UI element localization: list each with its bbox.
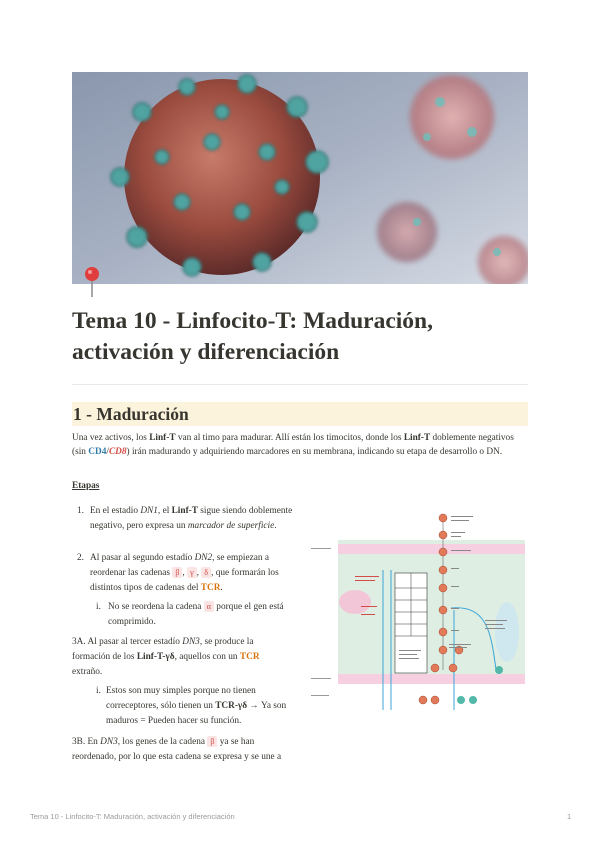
t-cell-maturation-diagram — [311, 510, 525, 710]
cd8-marker: CD8 — [108, 447, 127, 457]
chain-chip: δ — [201, 567, 211, 578]
pushpin-icon — [83, 266, 101, 298]
footer-text: Tema 10 - Linfocito-T: Maduración, activación y diferenciación — [30, 812, 235, 821]
cd4-marker: CD4 — [88, 447, 107, 457]
page-title — [72, 306, 528, 368]
sublist-item-2: Estos son muy simples porque no tienen correceptores, sólo tienen un TCR-γδ → Ya son maduros = Pueden hacer su función. — [106, 686, 287, 726]
sublist-number-2: i. — [96, 686, 101, 696]
intro-paragraph: Una vez activos, los Linf-T van al timo para madurar. Allí están los timocitos, donde los Linf-T doblemente negativos (sin CD4/CD8) irán madurando y adquiriendo marcadores en su membrana, indicando su etapa de desarrollo o DN. — [72, 433, 514, 457]
chain-chip: α — [204, 601, 214, 612]
section-heading: 1 - Maduración — [72, 402, 528, 426]
paragraph-3a: 3A. Al pasar al tercer estadío DN3, se produce la formación de los Linf-T-γδ, aquellos con un TCR extraño. — [72, 637, 260, 677]
list-item-2: Al pasar al segundo estadío DN2, se empiezan a reordenar las cadenas β , γ , δ , que formarán los distintos tipos de cadenas del TCR. — [90, 553, 279, 593]
chain-chip: β — [172, 567, 182, 578]
list-number-2: 2. — [77, 553, 84, 563]
cover-image — [72, 72, 528, 284]
page-number: 1 — [567, 812, 572, 821]
divider — [72, 384, 528, 385]
virus-image — [72, 72, 528, 284]
list-number-1: 1. — [77, 506, 84, 516]
chain-chip: γ — [187, 567, 197, 578]
etapas-label: Etapas — [72, 481, 100, 491]
tcr-term: TCR — [200, 583, 221, 593]
paragraph-3b: 3B. En DN3, los genes de la cadena β ya se han reordenado, por lo que esta cadena se expresa y se une a — [72, 737, 282, 762]
list-item-1: En el estadio DN1, el Linf-T sigue siendo doblemente negativo, pero expresa un marcador de superficie. — [90, 506, 293, 531]
chain-chip: β — [207, 736, 217, 747]
sublist-number-1: i. — [96, 602, 101, 612]
tcr-term: TCR — [239, 652, 260, 662]
title-line-1: Tema 10 - Linfocito-T: Maduración, — [72, 308, 433, 334]
sublist-item-1: No se reordena la cadena α porque el gen está comprimido. — [108, 602, 284, 627]
title-line-2: activación y diferenciación — [72, 339, 340, 365]
